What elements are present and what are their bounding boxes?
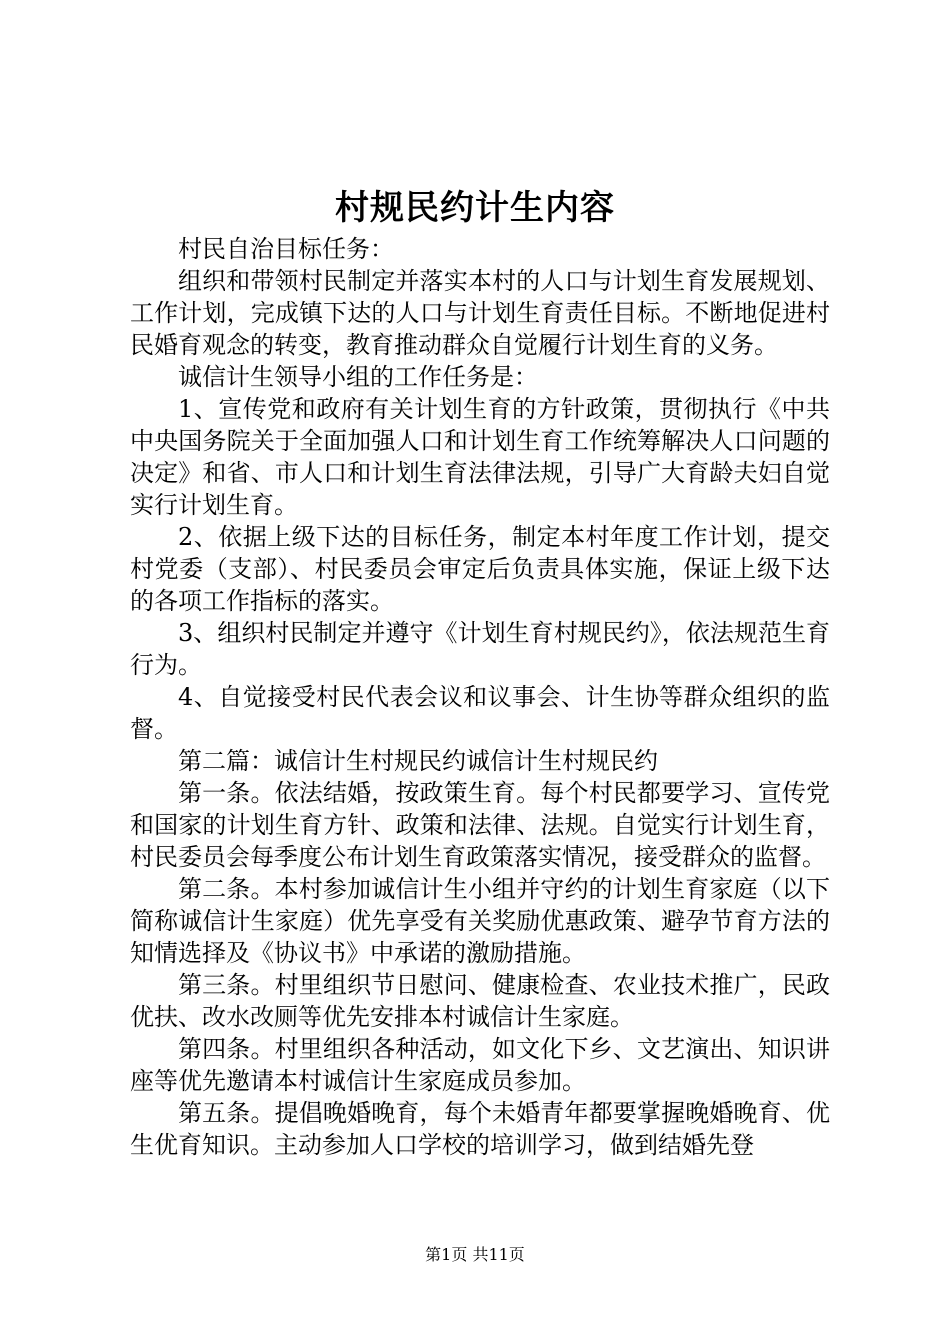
paragraph: 第一条。依法结婚，按政策生育。每个村民都要学习、宣传党和国家的计划生育方针、政策和法律、法规。自觉实行计划生育，村民委员会每季度公布计划生育政策落实情况，接受群众的监督。	[130, 779, 830, 871]
paragraph: 第三条。村里组织节日慰问、健康检查、农业技术推广，民政优扶、改水改厕等优先安排本村诚信计生家庭。	[130, 971, 830, 1031]
paragraph: 2、依据上级下达的目标任务，制定本村年度工作计划，提交村党委（支部）、村民委员会审定后负责具体实施，保证上级下达的各项工作指标的落实。	[130, 523, 830, 615]
document-body	[130, 233, 830, 1161]
document-title: 村规民约计生内容	[335, 188, 615, 228]
paragraph: 组织和带领村民制定并落实本村的人口与计划生育发展规划、工作计划，完成镇下达的人口与计划生育责任目标。不断地促进村民婚育观念的转变，教育推动群众自觉履行计划生育的义务。	[130, 267, 830, 359]
page-number-footer: 第1页 共11页	[425, 1245, 525, 1264]
paragraph: 诚信计生领导小组的工作任务是：	[178, 363, 538, 391]
paragraph: 1、宣传党和政府有关计划生育的方针政策，贯彻执行《中共中央国务院关于全面加强人口和计划生育工作统筹解决人口问题的决定》和省、市人口和计划生育法律法规，引导广大育龄夫妇自觉实行计划生育。	[130, 395, 830, 519]
paragraph: 第二条。本村参加诚信计生小组并守约的计划生育家庭（以下简称诚信计生家庭）优先享受有关奖励优惠政策、避孕节育方法的知情选择及《协议书》中承诺的激励措施。	[130, 875, 830, 967]
paragraph: 第五条。提倡晚婚晚育，每个未婚青年都要掌握晚婚晚育、优生优育知识。主动参加人口学校的培训学习，做到结婚先登	[130, 1099, 830, 1159]
paragraph: 村民自治目标任务：	[178, 235, 394, 263]
paragraph: 4、自觉接受村民代表会议和议事会、计生协等群众组织的监督。	[130, 683, 830, 743]
paragraph: 第四条。村里组织各种活动，如文化下乡、文艺演出、知识讲座等优先邀请本村诚信计生家庭成员参加。	[130, 1035, 830, 1095]
paragraph: 3、组织村民制定并遵守《计划生育村规民约》，依法规范生育行为。	[130, 619, 830, 679]
paragraph: 第二篇：诚信计生村规民约诚信计生村规民约	[178, 747, 658, 775]
